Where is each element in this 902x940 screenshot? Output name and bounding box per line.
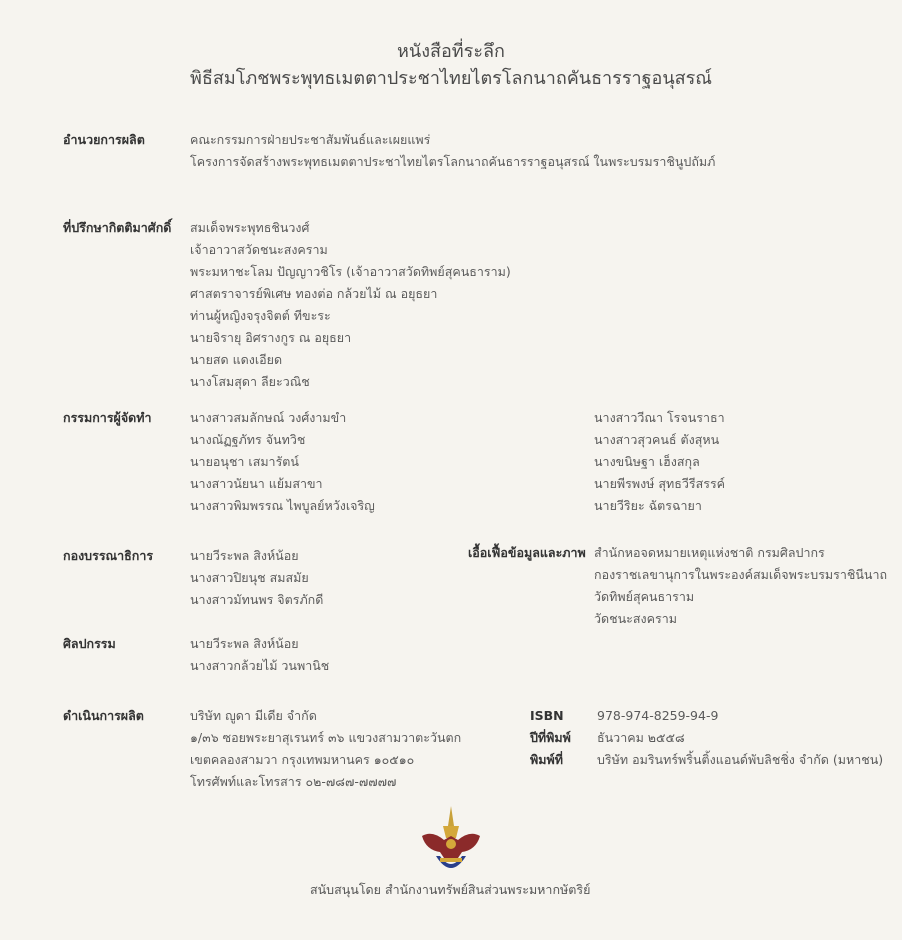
advisor: เจ้าอาวาสวัดชนะสงคราม [190,242,328,257]
committee-left [190,407,375,517]
committee-member: นายวีริยะ ฉัตรฉายา [594,498,702,513]
direction-value: โครงการจัดสร้างพระพุทธเมตตาประชาไทยไตรโลกนาถคันธารราฐอนุสรณ์ ในพระบรมราชินูปถัมภ์ [190,154,716,169]
courtesy-values [594,542,887,630]
direction-values [190,129,715,173]
advisor: นายสด แดงเอียด [190,352,283,367]
production-line: เขตคลองสามวา กรุงเทพมหานคร ๑๐๕๑๐ [190,752,415,767]
sponsor-caption: สนับสนุนโดย สำนักงานทรัพย์สินส่วนพระมหากษัตริย์ [310,882,591,897]
advisor: ท่านผู้หญิงจรุงจิตต์ ทีขะระ [190,308,331,323]
advisors-label: ที่ปรึกษากิตติมาศักดิ์ [63,220,172,235]
courtesy-source: วัดทิพย์สุคนธาราม [594,589,695,604]
editor: นายวีระพล สิงห์น้อย [190,548,299,563]
production-label: ดำเนินการผลิต [63,708,144,723]
title-line-1: หนังสือที่ระลึก [397,41,505,62]
artist: นายวีระพล สิงห์น้อย [190,636,299,651]
garuda-emblem-icon [418,806,484,878]
advisor: นายจิรายุ อิศรางกูร ณ อยุธยา [190,330,352,345]
advisors-values [190,217,511,393]
advisor: ศาสตราจารย์พิเศษ ทองต่อ กล้วยไม้ ณ อยุธยา [190,286,438,301]
isbn-label: ISBN [530,708,564,723]
courtesy-source: วัดชนะสงคราม [594,611,677,626]
production-line: โทรศัพท์และโทรสาร ๐๒-๗๘๗-๗๗๗๗ [190,774,397,789]
artist: นางสาวกล้วยไม้ วนพานิช [190,658,330,673]
committee-member: นางขนิษฐา เฮ็งสกุล [594,454,700,469]
courtesy-source: กองราชเลขานุการในพระองค์สมเด็จพระบรมราชินีนาถ [594,567,888,582]
production-line: บริษัท ญูดา มีเดีย จำกัด [190,708,317,723]
committee-member: นางสาวนัยนา แย้มสาขา [190,476,323,491]
editor: นางสาวปิยนุช สมสมัย [190,570,309,585]
advisor: นางโสมสุดา ลียะวณิช [190,374,310,389]
committee-member: นางสาวพิมพรรณ ไพบูลย์หวังเจริญ [190,498,375,513]
committee-member: นางณัฏฐภัทร จันทวิช [190,432,306,447]
art-label: ศิลปกรรม [63,636,116,651]
committee-member: นางสาววีณา โรจนราธา [594,410,725,425]
printer-value: บริษัท อมรินทร์พริ้นติ้งแอนด์พับลิชชิ่ง จำกัด (มหาชน) [597,752,884,767]
isbn-value: 978-974-8259-94-9 [597,708,719,723]
advisor: สมเด็จพระพุทธชินวงศ์ [190,220,310,235]
printer-label: พิมพ์ที่ [530,752,563,767]
committee-member: นางสาวสุวคนธ์ ตังสุหน [594,432,720,447]
editorial-values [190,545,323,611]
committee-right [594,407,725,517]
editor: นางสาวมัทนพร จิตรภักดี [190,592,324,607]
courtesy-source: สำนักหอจดหมายเหตุแห่งชาติ กรมศิลปากร [594,545,825,560]
editorial-label: กองบรรณาธิการ [63,548,154,563]
year-label: ปีที่พิมพ์ [530,730,571,745]
committee-label: กรรมการผู้จัดทำ [63,410,152,425]
direction-label: อำนวยการผลิต [63,132,145,147]
committee-member: นายอนุชา เสมารัตน์ [190,454,299,469]
year-value: ธันวาคม ๒๕๕๘ [597,730,685,745]
production-values [190,705,461,793]
advisor: พระมหาชะโลม ปัญญาวชิโร (เจ้าอาวาสวัดทิพย์สุคนธาราม) [190,264,511,279]
art-values [190,633,329,677]
committee-member: นางสาวสมลักษณ์ วงศ์งามขำ [190,410,347,425]
production-line: ๑/๓๖ ซอยพระยาสุเรนทร์ ๓๖ แขวงสามวาตะวันตก [190,730,462,745]
committee-member: นายพีรพงษ์ สุทธวีรีสรรค์ [594,476,726,491]
title-line-2: พิธีสมโภชพระพุทธเมตตาประชาไทยไตรโลกนาถคันธารราฐอนุสรณ์ [189,68,713,89]
direction-value: คณะกรรมการฝ่ายประชาสัมพันธ์และเผยแพร่ [190,132,431,147]
courtesy-label: เอื้อเฟื้อข้อมูลและภาพ [468,545,586,560]
